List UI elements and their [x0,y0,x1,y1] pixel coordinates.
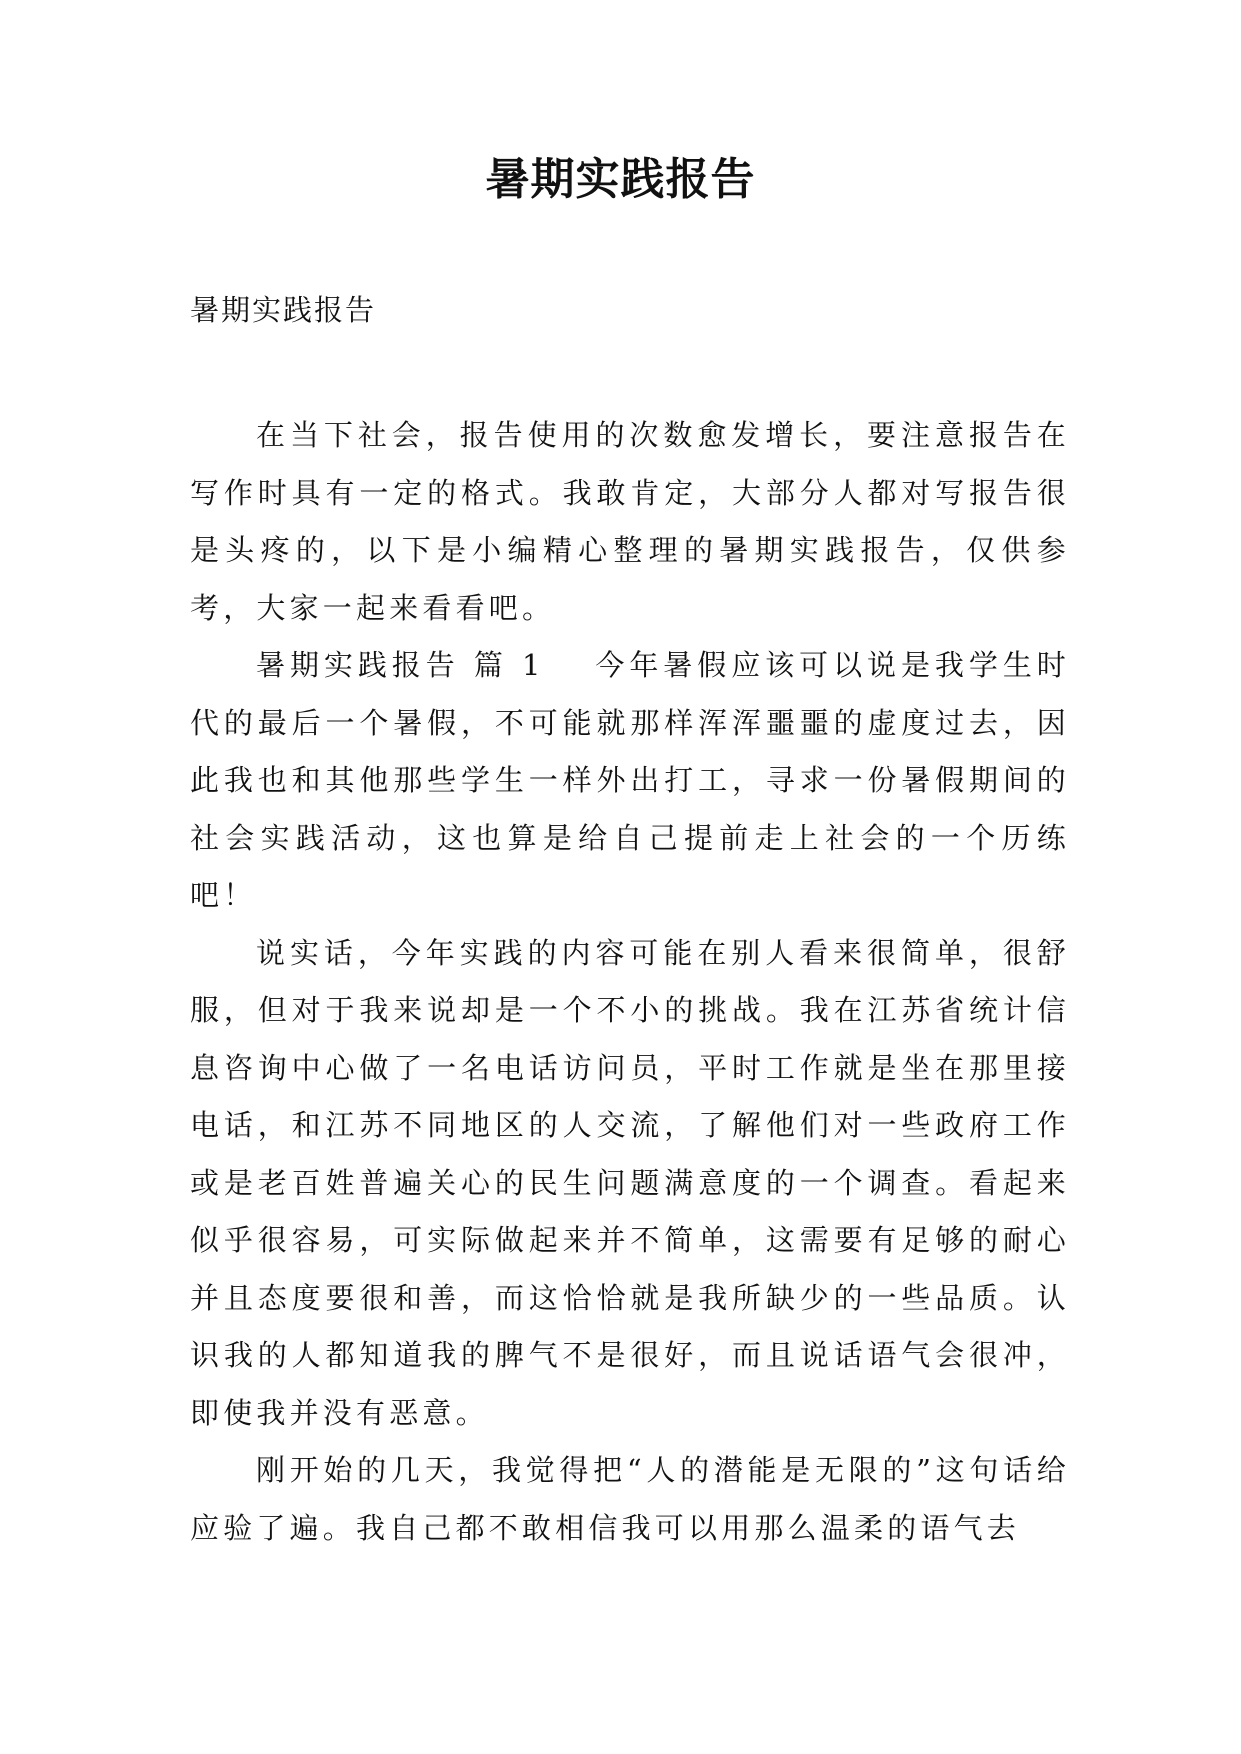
paragraph-phone-interviewer: 说实话，今年实践的内容可能在别人看来很简单，很舒服，但对于我来说却是一个不小的挑战。我在江苏省统计信息咨询中心做了一名电话访问员，平时工作就是坐在那里接电话，和江苏不同地区的人交流，了解他们对一些政府工作或是老百姓普遍关心的民生问题满意度的一个调查。看起来似乎很容易，可实际做起来并不简单，这需要有足够的耐心并且态度要很和善，而这恰恰就是我所缺少的一些品质。认识我的人都知道我的脾气不是很好，而且说话语气会很冲，即使我并没有恶意。 [190,935,1070,1430]
document-subtitle: 暑期实践报告 [190,293,377,327]
paragraph-intro: 在当下社会，报告使用的次数愈发增长，要注意报告在写作时具有一定的格式。我敢肯定，大部分人都对写报告很是头疼的，以下是小编精心整理的暑期实践报告，仅供参考，大家一起来看看吧。 [190,418,1070,625]
section-heading: 暑期实践报告 篇 1 [256,648,545,682]
section-1-text: 今年暑假应该可以说是我学生时代的最后一个暑假，不可能就那样浑浑噩噩的虚度过去，因此我也和其他那些学生一样外出打工，寻求一份暑假期间的社会实践活动，这也算是给自己提前走上社会的一个历练吧！ [190,648,1070,912]
document-title: 暑期实践报告 [485,154,756,205]
document-body [190,407,1070,1557]
paragraph-section-1 [190,637,1070,925]
paragraph-first-days: 刚开始的几天，我觉得把“人的潜能是无限的”这句话给应验了遍。我自己都不敢相信我可以用那么温柔的语气去 [190,1453,1070,1545]
